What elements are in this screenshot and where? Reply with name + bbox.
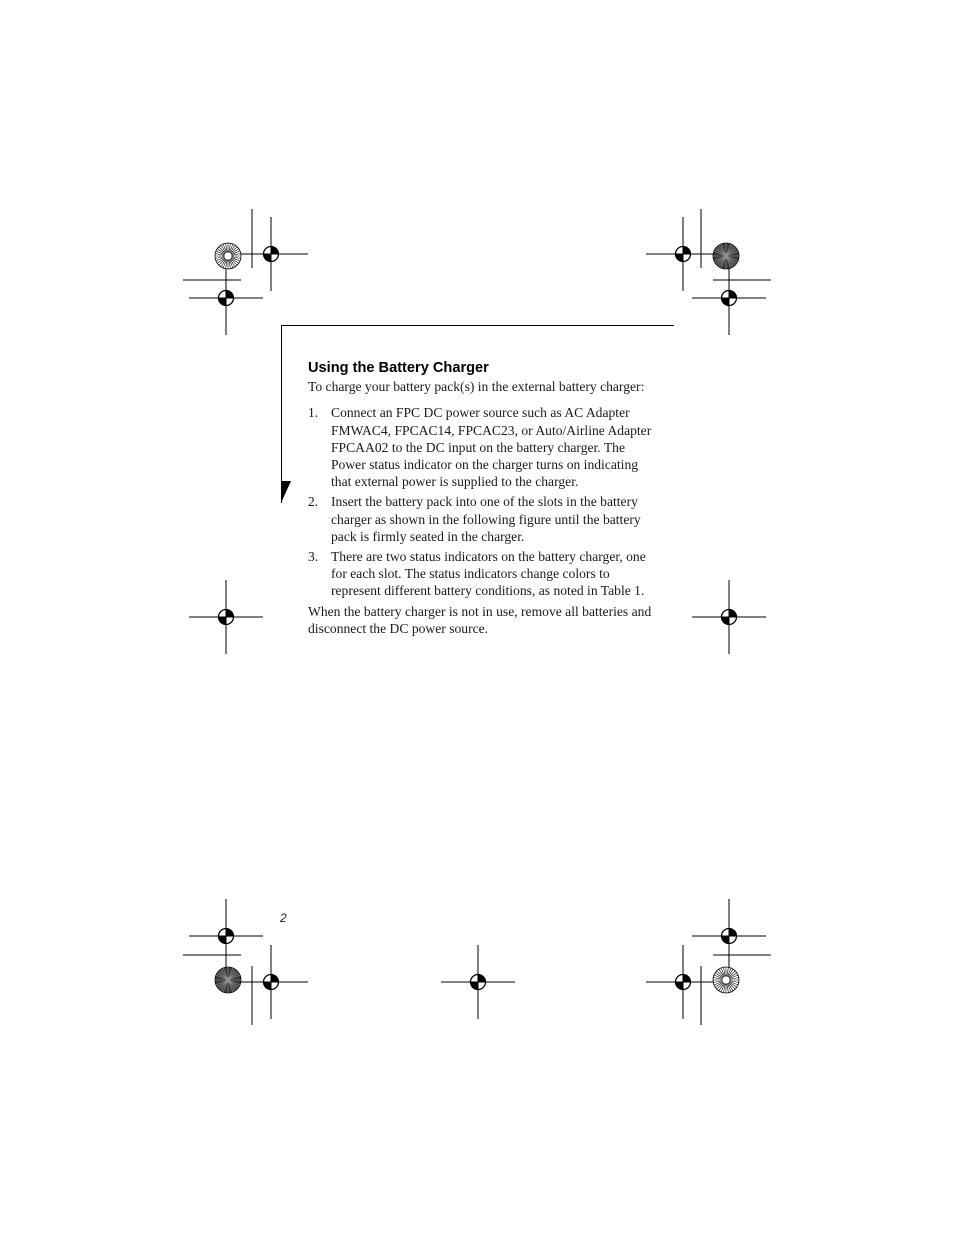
section-tab-marker	[281, 481, 291, 503]
registration-mark-icon	[189, 899, 263, 973]
star-target-icon	[215, 243, 241, 269]
registration-mark-icon	[646, 945, 720, 1019]
intro-paragraph: To charge your battery pack(s) in the external battery charger:	[308, 379, 645, 395]
step-text: There are two status indicators on the battery charger, one for each slot. The status indicators change colors to represent different battery conditions, as noted in Table 1.	[331, 549, 646, 599]
registration-mark-icon	[234, 945, 308, 1019]
list-item	[308, 493, 653, 545]
registration-mark-icon	[189, 261, 263, 335]
list-item	[308, 548, 653, 600]
steps-list	[308, 404, 653, 599]
registration-mark-icon	[234, 217, 308, 291]
step-number: 3.	[308, 549, 319, 565]
registration-mark-icon	[692, 261, 766, 335]
page-content	[308, 358, 653, 637]
star-target-icon	[713, 243, 739, 269]
registration-mark-icon	[189, 580, 263, 654]
registration-mark-icon	[441, 945, 515, 1019]
registration-mark-icon	[646, 217, 720, 291]
star-target-icon	[713, 967, 739, 993]
registration-mark-icon	[692, 899, 766, 973]
registration-mark-icon	[692, 580, 766, 654]
frame-top-rule	[281, 325, 674, 326]
closing-paragraph: When the battery charger is not in use, remove all batteries and disconnect the DC power source.	[308, 603, 652, 636]
step-text: Connect an FPC DC power source such as AC Adapter FMWAC4, FPCAC14, FPCAC23, or Auto/Airline Adapter FPCAA02 to the DC input on the battery charger. The Power status indicator on the charger turns on indicating that external power is supplied to the charger.	[331, 405, 652, 490]
list-item	[308, 404, 653, 490]
step-number: 2.	[308, 494, 319, 510]
section-heading: Using the Battery Charger	[308, 360, 489, 376]
star-target-icon	[215, 967, 241, 993]
step-number: 1.	[308, 405, 319, 421]
frame-left-rule	[281, 325, 282, 503]
step-text: Insert the battery pack into one of the slots in the battery charger as shown in the following figure until the battery pack is firmly seated in the charger.	[331, 494, 641, 544]
page-number: 2	[280, 911, 287, 925]
